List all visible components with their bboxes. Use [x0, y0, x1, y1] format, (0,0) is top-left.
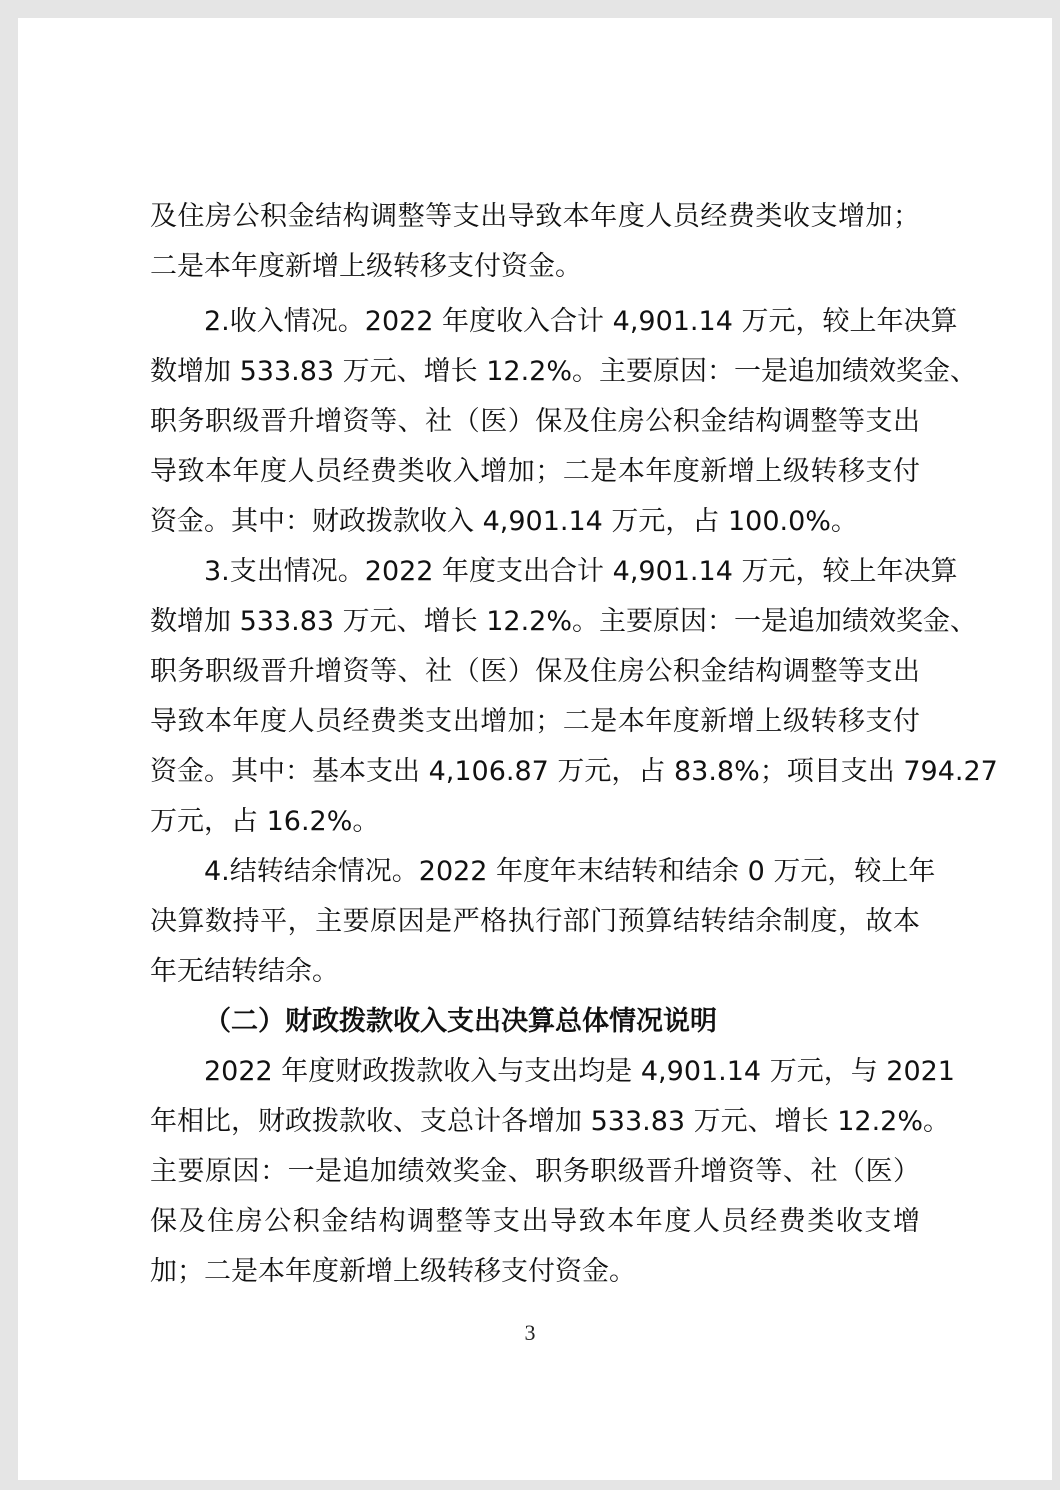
text-line: 主要原因：一是追加绩效奖金、职务职级晋升增资等、社（医） [150, 1156, 920, 1187]
text-line: 导致本年度人员经费类收入增加；二是本年度新增上级转移支付 [150, 456, 920, 487]
text-line: 保及住房公积金结构调整等支出导致本年度人员经费类收支增 [150, 1206, 920, 1237]
text-line: 二是本年度新增上级转移支付资金。 [150, 251, 582, 282]
text-line: 万元，占 16.2%。 [150, 806, 380, 837]
text-line: 2022 年度财政拨款收入与支出均是 4,901.14 万元，与 2021 [204, 1056, 955, 1087]
page-number: 3 [524, 1320, 536, 1345]
text-line: 资金。其中：财政拨款收入 4,901.14 万元，占 100.0%。 [150, 506, 858, 537]
section-heading-财政拨款: （二）财政拨款收入支出决算总体情况说明 [204, 1006, 717, 1037]
section-收入情况-line: 2.收入情况。2022 年度收入合计 4,901.14 万元，较上年决算 [204, 306, 958, 337]
text-line: 年相比，财政拨款收、支总计各增加 533.83 万元、增长 12.2%。 [150, 1106, 950, 1137]
text-line: 数增加 533.83 万元、增长 12.2%。主要原因：一是追加绩效奖金、 [150, 356, 977, 387]
text-line: 数增加 533.83 万元、增长 12.2%。主要原因：一是追加绩效奖金、 [150, 606, 977, 637]
text-line: 资金。其中：基本支出 4,106.87 万元，占 83.8%；项目支出 794.27 [150, 756, 998, 787]
text-line: 导致本年度人员经费类支出增加；二是本年度新增上级转移支付 [150, 706, 920, 737]
text-line: 年无结转结余。 [150, 956, 339, 987]
section-结转结余情况-line: 4.结转结余情况。2022 年度年末结转和结余 0 万元，较上年 [204, 856, 936, 887]
text-line: 决算数持平，主要原因是严格执行部门预算结转结余制度，故本 [150, 906, 920, 937]
text-line: 职务职级晋升增资等、社（医）保及住房公积金结构调整等支出 [150, 406, 920, 437]
section-支出情况-line: 3.支出情况。2022 年度支出合计 4,901.14 万元，较上年决算 [204, 556, 958, 587]
text-line: 及住房公积金结构调整等支出导致本年度人员经费类收支增加； [150, 201, 920, 232]
text-line: 加；二是本年度新增上级转移支付资金。 [150, 1256, 636, 1287]
text-line: 职务职级晋升增资等、社（医）保及住房公积金结构调整等支出 [150, 656, 920, 687]
